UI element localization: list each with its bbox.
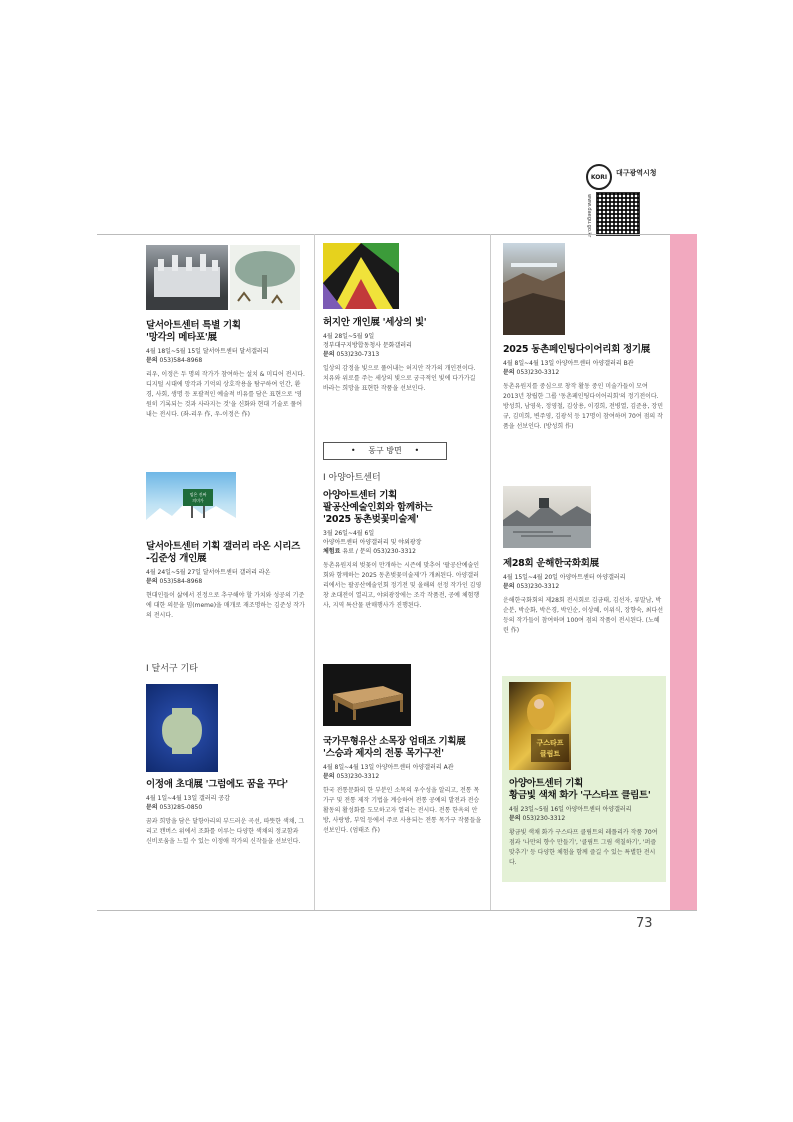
- bottom-divider: [97, 910, 697, 911]
- exhibit-description: 한국 전통문화의 한 부분인 소목의 우수성을 알리고, 전통 목가구 및 전통 제작 기법을 계승하여 전통 공예의 발전과 전승 활동의 활성화를 도모하고자 열리는 전시다. 전통 한옥의 안방, 사랑방, 부엌 등에서 주로 사용되는 전통 목가구 작품들을 선보인다. (엄태조 作): [323, 787, 482, 834]
- klimt-poster-image: [509, 682, 571, 770]
- banner-text: 동구 방면: [368, 446, 402, 455]
- artwork-image-light: [323, 243, 399, 309]
- exhibit-fee-contact: [323, 547, 483, 556]
- contact-phone: 053)285-0850: [159, 804, 203, 811]
- mountain-artwork-icon: [146, 472, 236, 532]
- exhibit-contact: [503, 582, 663, 591]
- contact-phone: 053)230-3312: [516, 369, 560, 376]
- artwork-image-painting-diary: [503, 243, 565, 335]
- exhibit-contact: [503, 368, 663, 377]
- exhibit-meta: [146, 347, 306, 365]
- artwork-image-liu: [146, 245, 228, 310]
- exhibit-date-venue: 4월 8일~4월 13일 아양아트센터 아양갤러리 A관: [323, 764, 454, 771]
- exhibit-description: 운해한국화회의 제28회 전시회로 김금태, 김선자, 류말남, 박순분, 박순화, 박은경, 박인순, 이상혜, 이위식, 장향숙, 최다선 등의 작가들이 참여하며 100여 점의 작품이 전시된다. (노혜린 作): [503, 597, 664, 634]
- contact-label: 문의: [323, 773, 335, 780]
- exhibit-date-venue: 4월 24일~5월 27일 달서아트센터 갤러리 라온: [146, 569, 271, 576]
- title-line: 국가무형유산 소목장 엄태조 기획展: [323, 736, 466, 747]
- exhibit-item[interactable]: [146, 779, 306, 847]
- qr-code-icon[interactable]: [596, 192, 640, 236]
- fee-contact-text: 유료 / 문의 053)230-3312: [342, 548, 416, 555]
- moon-jar-artwork-icon: [146, 684, 218, 772]
- title-line: -김준성 개인展: [146, 553, 207, 564]
- poster-text-line: 구스타프: [536, 739, 564, 747]
- contact-label: 문의: [503, 369, 515, 376]
- column-divider: [314, 234, 315, 910]
- title-line: 아양아트센터 기획: [509, 778, 584, 789]
- title-line: 황금빛 색채 화가 '구스타프 클림트': [509, 790, 651, 801]
- exhibit-item[interactable]: [146, 320, 306, 420]
- top-divider: [97, 234, 697, 235]
- exhibit-item[interactable]: [146, 541, 306, 621]
- fee-label: 체험료: [323, 548, 341, 555]
- district-banner: [323, 442, 447, 460]
- exhibit-title: [323, 317, 483, 329]
- exhibit-meta: [323, 529, 483, 556]
- exhibit-contact: [509, 814, 663, 823]
- title-line: 팔공산예술인회와 함께하는: [323, 502, 433, 513]
- exhibit-item[interactable]: [503, 344, 663, 432]
- exhibit-date-venue: 4월 18일~5월 15일 달서아트센터 달서갤러리: [146, 348, 269, 355]
- city-logo: [586, 164, 668, 238]
- column-divider: [490, 234, 491, 910]
- exhibit-description: 동촌유원지의 벚꽃이 만개하는 시즌에 맞추어 '팔공산예술인회와 함께하는 2025 동촌벚꽃미술제'가 개최된다. 아양갤러리에서는 팔공산예술인회 정기전 및 올해의 선정 작가인 김영창 초대전이 열리고, 야외광장에는 조각 작품전, 공예 체험행사, 지역 특산물 판매행사가 진행된다.: [323, 562, 482, 609]
- exhibit-title: [323, 736, 485, 760]
- castle-artwork-icon: [146, 245, 228, 310]
- seal-emblem: KORI: [586, 164, 612, 190]
- exhibit-description: 동촌유원지를 중심으로 창작 활동 중인 미술가들이 모여 2013년 창립한 그룹 '동촌페인팅다이어리회'의 정기전이다. 방성희, 남영욱, 정영철, 김상용, 이경희, 전병열, 김준용, 장민규, 김미희, 변주영, 김광석 등 17명이 참여하며 70여 점의 작품을 선보인다. (방성희 作): [503, 383, 664, 430]
- exhibit-date-venue: 4월 1일~4월 13일 갤러리 공감: [146, 795, 230, 802]
- exhibit-contact: [323, 350, 483, 359]
- exhibit-meta: [146, 794, 306, 812]
- exhibit-title: [146, 320, 306, 344]
- title-line: '2025 동촌벚꽃미술제': [323, 514, 419, 525]
- artwork-image-lee: [230, 245, 300, 310]
- artwork-image-ink-painting: [503, 486, 591, 548]
- klimt-poster-icon: [509, 682, 571, 770]
- exhibit-title: [509, 778, 663, 802]
- poster-text-line: 클림트: [539, 750, 561, 758]
- exhibit-description: 현대인들이 삶에서 진정으로 추구해야 할 가치와 성공의 기준에 대한 의문을 밈(meme)을 매개로 재조명하는 김준성 작가의 전시다.: [146, 592, 305, 619]
- artwork-image-furniture: [323, 664, 411, 726]
- exhibit-date-venue: 4월 15일~4월 20일 아양아트센터 아양갤러리: [503, 574, 626, 581]
- exhibit-contact: [323, 772, 485, 781]
- exhibit-contact: [146, 577, 306, 586]
- landscape-artwork-icon: [503, 243, 565, 335]
- title-line: 이정애 초대展 '그럼에도 꿈을 꾸다': [146, 779, 288, 790]
- exhibit-title: [323, 490, 483, 526]
- exhibit-venue: 정부대구지방합동청사 문화갤러리: [323, 342, 412, 349]
- title-line: 달서아트센터 기획 갤러리 라온 시리즈: [146, 541, 301, 552]
- geometric-artwork-icon: [323, 243, 399, 309]
- wooden-furniture-icon: [323, 664, 411, 726]
- title-line: '망각의 메타포'展: [146, 332, 217, 343]
- exhibit-item[interactable]: [323, 317, 483, 394]
- contact-phone: 053)230-3312: [336, 773, 380, 780]
- side-accent-bar: [670, 234, 697, 910]
- banner-dot: •: [350, 446, 356, 455]
- exhibit-item[interactable]: [509, 778, 663, 868]
- contact-label: 문의: [146, 357, 158, 364]
- banner-dot: •: [414, 446, 420, 455]
- exhibit-title: [503, 344, 663, 356]
- exhibit-meta: [503, 573, 663, 591]
- title-line: 허지안 개인展 '세상의 빛': [323, 317, 427, 328]
- exhibit-item[interactable]: [503, 558, 663, 636]
- contact-label: 문의: [509, 815, 521, 822]
- contact-phone: 053)230-3312: [522, 815, 566, 822]
- exhibit-date-venue: 4월 8일~4월 13일 아양아트센터 아양갤러리 B관: [503, 360, 634, 367]
- exhibit-contact: [146, 356, 306, 365]
- exhibit-title: [503, 558, 663, 570]
- page-number: 73: [636, 916, 653, 931]
- exhibit-description: 일상의 감정을 빛으로 풀어내는 허지안 작가의 개인전이다. 치유와 위로를 주는 세상의 빛으로 궁극적인 빛에 다가가길 바라는 희망을 표현한 작품을 선보인다.: [323, 365, 476, 392]
- exhibit-meta: [503, 359, 663, 377]
- contact-label: 문의: [503, 583, 515, 590]
- contact-label: 문의: [323, 351, 335, 358]
- contact-label: 문의: [146, 804, 158, 811]
- title-line: 아양아트센터 기획: [323, 490, 398, 501]
- exhibit-meta: [146, 568, 306, 586]
- title-line: 제28회 운해한국화회展: [503, 558, 599, 569]
- title-line: 2025 동촌페인팅다이어리회 정기展: [503, 344, 650, 355]
- contact-phone: 053)230-7313: [336, 351, 380, 358]
- exhibit-title: [146, 541, 306, 565]
- exhibit-description: 황금빛 색채 화가 구스타프 클림트의 레플리카 작품 70여 점과 '나만의 향수 만들기', '클림트 그림 색칠하기', '퍼즐 맞추기' 등 다양한 체험을 함께 즐길 수 있는 특별한 전시다.: [509, 829, 658, 866]
- tree-artwork-icon: [230, 245, 300, 310]
- exhibit-meta: [323, 332, 483, 359]
- contact-label: 문의: [146, 578, 158, 585]
- contact-phone: 053)230-3312: [516, 583, 560, 590]
- exhibit-item[interactable]: [323, 736, 485, 836]
- exhibit-description: 리우, 이정은 두 명의 작가가 참여하는 설치 & 미디어 전시다. 디지털 시대에 망각과 기억의 상호작용을 탐구하여 인간, 환경, 사회, 생명 등 포괄적인 예술적 비유를 담은 표현으로 '영원히 기록되는 것과 사라지는 것'을 신화와 현대 기술로 풀어내는 전시다. (좌-리우 作, 우-이정은 作): [146, 371, 305, 418]
- section-heading: I 아양아트센터: [323, 473, 381, 483]
- exhibit-date: 4월 28일~5월 9일: [323, 333, 375, 340]
- artwork-image-kim: [146, 472, 236, 532]
- exhibit-meta: [323, 763, 485, 781]
- sign-line: 밈은 진짜: [189, 492, 207, 497]
- exhibit-date: 3월 26일~4월 6일: [323, 530, 375, 537]
- city-name: 대구광역시청: [616, 169, 657, 177]
- artwork-image-moon-jar: [146, 684, 218, 772]
- exhibit-item[interactable]: [323, 490, 483, 611]
- title-line: '스승과 제자의 전통 목가구전': [323, 748, 444, 759]
- sign-line: 의미가: [192, 498, 204, 503]
- website-url: www.daegu.go.kr: [586, 194, 592, 238]
- exhibit-venue: 아양아트센터 아양갤러리 및 야외광장: [323, 539, 422, 546]
- contact-phone: 053)584-8968: [159, 357, 203, 364]
- exhibit-title: [146, 779, 306, 791]
- section-heading: I 달서구 기타: [146, 664, 198, 674]
- exhibit-description: 꿈과 희망을 담은 달항아리의 부드러운 곡선, 따뜻한 색채, 그리고 캔버스 위에서 조화를 이루는 다양한 색채의 정교함과 신비로움을 느낄 수 있는 이정애 작가의 신작들을 선보인다.: [146, 818, 305, 845]
- exhibit-date-venue: 4월 23일~5월 16일 아양아트센터 아양갤러리: [509, 806, 632, 813]
- title-line: 달서아트센터 특별 기획: [146, 320, 241, 331]
- ink-landscape-icon: [503, 486, 591, 548]
- contact-phone: 053)584-8968: [159, 578, 203, 585]
- exhibit-contact: [146, 803, 306, 812]
- exhibit-meta: [509, 805, 663, 823]
